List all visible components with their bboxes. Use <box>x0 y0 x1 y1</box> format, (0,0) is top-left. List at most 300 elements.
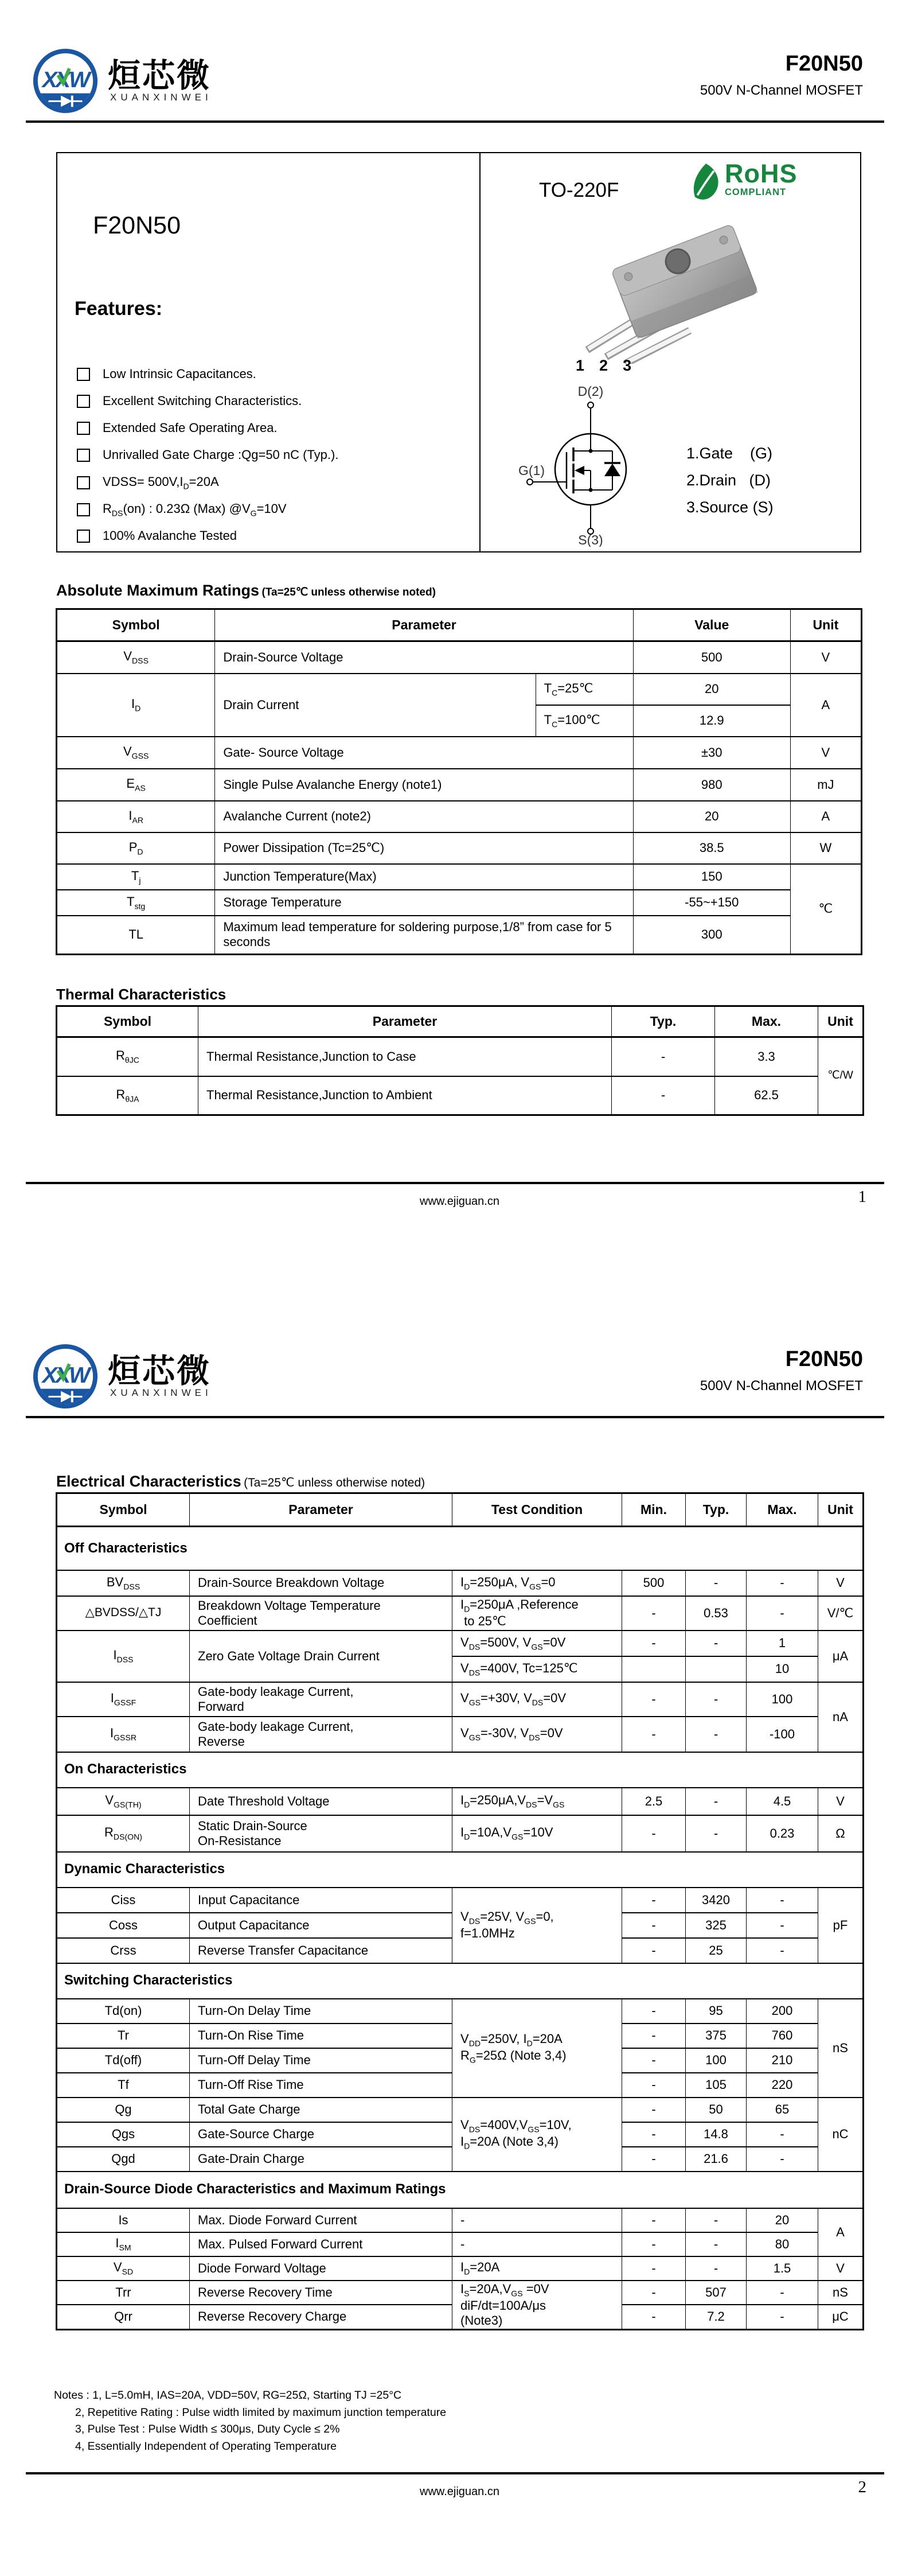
feature-item <box>77 367 256 382</box>
cell: nA <box>818 1682 864 1752</box>
header-rule <box>26 120 884 123</box>
feature-text: 100% Avalanche Tested <box>103 528 237 543</box>
cell: - <box>622 1717 686 1752</box>
cell: △BVDSS/△TJ <box>57 1596 190 1631</box>
electrical-characteristics-table <box>56 1492 864 2330</box>
feature-text: $R_{DS}(on)$ : 0.23Ω (Max) $@V_G=10V$ <box>103 501 287 518</box>
cell: Maximum lead temperature for soldering purpose,1/8” from case for 5 seconds <box>215 916 633 955</box>
cell: $V_{GS}=-30V$, $V_{DS}=0V$ <box>452 1717 622 1752</box>
cell: Gate-body leakage Current, Forward <box>190 1682 452 1717</box>
table-row <box>57 1888 864 1913</box>
part-number: F20N50 <box>785 52 863 76</box>
cell: Thermal Resistance,Junction to Case <box>198 1037 612 1076</box>
cell: $R_{\theta JA}$ <box>57 1076 198 1115</box>
cell: Max. Diode Forward Current <box>190 2208 452 2232</box>
cell: Reverse Recovery Charge <box>190 2305 452 2330</box>
table-row <box>57 2281 864 2305</box>
cell: $T_C=25℃$ <box>536 674 633 705</box>
cell: 62.5 <box>715 1076 818 1115</box>
table-header-row <box>57 1006 864 1037</box>
cell: - <box>622 2208 686 2232</box>
cell: Turn-Off Rise Time <box>190 2073 452 2098</box>
page-header <box>0 1343 910 1429</box>
cell: $R_{DS(ON)}$ <box>57 1815 190 1852</box>
cell: - <box>452 2232 622 2256</box>
cell: - <box>747 1938 818 1963</box>
section-row <box>57 1752 864 1788</box>
footer-rule <box>26 1182 884 1184</box>
table-row <box>57 1999 864 2024</box>
cell: nS <box>818 2281 864 2305</box>
feature-item <box>77 421 278 435</box>
thermal-heading <box>56 986 226 1003</box>
feature-item <box>77 528 237 543</box>
cell: - <box>622 1888 686 1913</box>
cell: $V_{DD}=250V$, $I_D=20A$ $R_G=25\Omega$ (Note 3,4) <box>452 1999 622 2098</box>
cell: - <box>686 1815 747 1852</box>
table-header-row <box>57 1493 864 1527</box>
table-row <box>57 1717 864 1752</box>
note-line: 4, Essentially Independent of Operating Temperature <box>75 2439 337 2453</box>
cell: 1 <box>747 1631 818 1656</box>
feature-text: Excellent Switching Characteristics. <box>103 394 302 408</box>
logo-monogram: XXW <box>42 1362 89 1388</box>
cell: 200 <box>747 1999 818 2024</box>
feature-item <box>77 474 219 491</box>
table-row <box>57 769 862 801</box>
col-header: Symbol <box>57 1006 198 1037</box>
cell: $R_{\theta JC}$ <box>57 1037 198 1076</box>
cell: 760 <box>747 2024 818 2048</box>
cell: $T_j$ <box>57 864 215 890</box>
cell: $T_C=100℃$ <box>536 705 633 737</box>
cell: 20 <box>633 801 790 832</box>
cell: 100 <box>686 2048 747 2073</box>
cell: - <box>747 2305 818 2330</box>
rohs-title: RoHS <box>725 159 798 188</box>
cell: Trr <box>57 2281 190 2305</box>
cell: - <box>622 1682 686 1717</box>
cell: Qgs <box>57 2122 190 2147</box>
cell: Date Threshold Voltage <box>190 1788 452 1815</box>
page-2 <box>0 1288 910 2576</box>
cell: Breakdown Voltage Temperature Coefficient <box>190 1596 452 1631</box>
cell: V <box>818 1788 864 1815</box>
table-header-row <box>57 609 862 641</box>
cell: $I_{GSSF}$ <box>57 1682 190 1717</box>
feature-text: VDSS= $500V,I_D=20A$ <box>103 474 219 491</box>
cell: $I_S=20A,V_{GS} =0V$ diF/dt=100A/μs (Note3) <box>452 2281 622 2330</box>
cell: 300 <box>633 916 790 955</box>
feature-item <box>77 394 302 408</box>
cell: $I_D=20A$ <box>452 2256 622 2281</box>
cell: 500 <box>622 1570 686 1596</box>
section-row <box>57 1963 864 1999</box>
checkbox-icon <box>77 422 90 435</box>
cell: - <box>747 1888 818 1913</box>
col-header: Parameter <box>215 609 633 641</box>
cell: Drain-Source Diode Characteristics and Maximum Ratings <box>57 2172 864 2208</box>
cell: $V_{DS}=25V$, $V_{GS}=0$, f=1.0MHz <box>452 1888 622 1963</box>
table-row <box>57 801 862 832</box>
cell: $I_{GSSR}$ <box>57 1717 190 1752</box>
cell: Gate-Source Charge <box>190 2122 452 2147</box>
cell: 50 <box>686 2098 747 2122</box>
cell: 12.9 <box>633 705 790 737</box>
cell: 1.5 <box>747 2256 818 2281</box>
cell: $V_{GS}=+30V$, $V_{DS}=0V$ <box>452 1682 622 1717</box>
cell: - <box>686 1682 747 1717</box>
cell: 4.5 <box>747 1788 818 1815</box>
cell: - <box>622 2098 686 2122</box>
cell: ℃/W <box>818 1037 864 1115</box>
brand-name-en: XUANXINWEI <box>110 92 212 103</box>
cell: On Characteristics <box>57 1752 864 1788</box>
cell: - <box>686 2208 747 2232</box>
logo-icon <box>32 1343 99 1410</box>
table-row <box>57 864 862 890</box>
cell: 100 <box>747 1682 818 1717</box>
cell: Output Capacitance <box>190 1913 452 1938</box>
cell: Drain-Source Voltage <box>215 641 633 674</box>
cell: μA <box>818 1631 864 1682</box>
cell: Thermal Resistance,Junction to Ambient <box>198 1076 612 1115</box>
section-row <box>57 1852 864 1888</box>
panel-divider <box>479 153 481 551</box>
cell: V <box>790 641 861 674</box>
cell: 980 <box>633 769 790 801</box>
cell: $V_{DS}=400V,V_{GS}=10V$, $I_D=20A$ (Note 3,4) <box>452 2098 622 2172</box>
table-row <box>57 1076 864 1115</box>
cell: Ω <box>818 1815 864 1852</box>
col-header: Max. <box>747 1493 818 1527</box>
cell: - <box>747 1596 818 1631</box>
table-row <box>57 641 862 674</box>
pin-legend-item: 2.Drain (D) <box>686 472 771 489</box>
note-line: 3, Pulse Test : Pulse Width ≤ 300μs, Duty Cycle ≤ 2% <box>75 2423 340 2435</box>
section-row <box>57 2172 864 2208</box>
col-header: Unit <box>818 1006 864 1037</box>
cell: - <box>686 1631 747 1656</box>
cell: $P_D$ <box>57 832 215 864</box>
cell: Qrr <box>57 2305 190 2330</box>
cell: $I_{AR}$ <box>57 801 215 832</box>
cell <box>622 1656 686 1682</box>
page-header <box>0 47 910 133</box>
cell: - <box>622 2122 686 2147</box>
col-header: Max. <box>715 1006 818 1037</box>
pin-legend-item: 3.Source (S) <box>686 499 774 516</box>
footer-rule <box>26 2472 884 2474</box>
cell: Td(off) <box>57 2048 190 2073</box>
rohs-leaf-icon <box>689 162 720 203</box>
cell: - <box>747 1570 818 1596</box>
feature-item <box>77 501 287 517</box>
col-header: Symbol <box>57 1493 190 1527</box>
section-row <box>57 1527 864 1570</box>
cell: - <box>747 2147 818 2172</box>
table-row <box>57 737 862 769</box>
part-number: F20N50 <box>785 1347 863 1371</box>
col-header: Value <box>633 609 790 641</box>
pin-legend-item: 1.Gate (G) <box>686 445 773 462</box>
cell <box>686 1656 747 1682</box>
table-row <box>57 890 862 916</box>
abs-max-heading <box>56 582 436 600</box>
cell: Input Capacitance <box>190 1888 452 1913</box>
part-subtitle: 500V N-Channel MOSFET <box>700 83 863 98</box>
cell: $BV_{DSS}$ <box>57 1570 190 1596</box>
cell: Coss <box>57 1913 190 1938</box>
cell: ±30 <box>633 737 790 769</box>
overview-box <box>56 152 861 552</box>
cell: - <box>747 2122 818 2147</box>
col-header: Typ. <box>612 1006 715 1037</box>
col-header: Test Condition <box>452 1493 622 1527</box>
table-row <box>57 674 862 705</box>
cell: - <box>612 1076 715 1115</box>
cell: mJ <box>790 769 861 801</box>
cell: Reverse Transfer Capacitance <box>190 1938 452 1963</box>
cell: $V_{GS(TH)}$ <box>57 1788 190 1815</box>
cell: pF <box>818 1888 864 1963</box>
col-header: Unit <box>818 1493 864 1527</box>
cell: Avalanche Current (note2) <box>215 801 633 832</box>
package-image <box>534 213 781 364</box>
cell: Switching Characteristics <box>57 1963 864 1999</box>
cell: $V_{GSS}$ <box>57 737 215 769</box>
cell: - <box>622 2048 686 2073</box>
cell: 507 <box>686 2281 747 2305</box>
footer-page-number: 1 <box>858 1188 866 1206</box>
table-row <box>57 2256 864 2281</box>
cell: μC <box>818 2305 864 2330</box>
cell: W <box>790 832 861 864</box>
cell: $I_D=250\mu A$, $V_{GS}=0$ <box>452 1570 622 1596</box>
cell: 7.2 <box>686 2305 747 2330</box>
cell: 3420 <box>686 1888 747 1913</box>
schematic-source-label: S(3) <box>578 532 603 547</box>
cell: - <box>747 1913 818 1938</box>
cell: V <box>818 2256 864 2281</box>
col-header: Unit <box>790 609 861 641</box>
cell: Gate-body leakage Current, Reverse <box>190 1717 452 1752</box>
pin-number: 1 <box>576 357 585 374</box>
cell: Turn-Off Delay Time <box>190 2048 452 2073</box>
features-heading: Features: <box>75 298 163 320</box>
cell: $I_{DSS}$ <box>57 1631 190 1682</box>
cell: $I_D$ <box>57 674 215 737</box>
checkbox-icon <box>77 368 90 381</box>
cell: A <box>818 2208 864 2256</box>
cell: Qgd <box>57 2147 190 2172</box>
cell: $I_D=250\mu A,V_{DS}=V_{GS}$ <box>452 1788 622 1815</box>
cell: Zero Gate Voltage Drain Current <box>190 1631 452 1682</box>
cell: Crss <box>57 1938 190 1963</box>
cell: Turn-On Rise Time <box>190 2024 452 2048</box>
cell: 95 <box>686 1999 747 2024</box>
elec-heading <box>56 1473 425 1491</box>
cell: Storage Temperature <box>215 890 633 916</box>
rohs-subtitle: COMPLIANT <box>725 187 787 197</box>
cell: 500 <box>633 641 790 674</box>
cell: Max. Pulsed Forward Current <box>190 2232 452 2256</box>
cell: Off Characteristics <box>57 1527 864 1570</box>
cell: Power Dissipation (Tc=25℃) <box>215 832 633 864</box>
table-row <box>57 1596 864 1631</box>
cell: - <box>686 1788 747 1815</box>
feature-text: Extended Safe Operating Area. <box>103 421 278 435</box>
table-row <box>57 1682 864 1717</box>
checkbox-icon <box>77 530 90 543</box>
cell: - <box>686 1570 747 1596</box>
note-line: Notes : 1, L=5.0mH, IAS=20A, VDD=50V, RG=25Ω, Starting TJ =25°C <box>54 2389 402 2402</box>
cell: - <box>622 1938 686 1963</box>
cell: - <box>622 1913 686 1938</box>
feature-text: Low Intrinsic Capacitances. <box>103 367 256 381</box>
cell: Total Gate Charge <box>190 2098 452 2122</box>
rohs-badge <box>689 159 798 203</box>
logo-monogram: XXW <box>42 67 89 92</box>
table-row <box>57 1788 864 1815</box>
cell: 21.6 <box>686 2147 747 2172</box>
footer-page-number: 2 <box>858 2478 866 2496</box>
cell: 0.53 <box>686 1596 747 1631</box>
cell: Tf <box>57 2073 190 2098</box>
col-header: Typ. <box>686 1493 747 1527</box>
cell: Dynamic Characteristics <box>57 1852 864 1888</box>
col-header: Symbol <box>57 609 215 641</box>
cell: - <box>622 1999 686 2024</box>
part-subtitle: 500V N-Channel MOSFET <box>700 1378 863 1394</box>
cell: - <box>622 1815 686 1852</box>
checkbox-icon <box>77 476 90 489</box>
col-header: Parameter <box>190 1493 452 1527</box>
cell: V <box>818 1570 864 1596</box>
section-title: Thermal Characteristics <box>56 986 226 1003</box>
cell: 105 <box>686 2073 747 2098</box>
schematic-drain-label: D(2) <box>577 384 604 399</box>
brand-name-cn: 烜芯微 <box>108 57 211 94</box>
col-header: Min. <box>622 1493 686 1527</box>
thermal-table <box>56 1005 864 1116</box>
cell: 3.3 <box>715 1037 818 1076</box>
cell: 150 <box>633 864 790 890</box>
cell: $V_{DSS}$ <box>57 641 215 674</box>
header-rule <box>26 1416 884 1418</box>
cell: $I_D=10A,V_{GS}=10V$ <box>452 1815 622 1852</box>
checkbox-icon <box>77 395 90 408</box>
cell: - <box>686 1717 747 1752</box>
cell: V/℃ <box>818 1596 864 1631</box>
note-line: 2, Repetitive Rating : Pulse width limited by maximum junction temperature <box>75 2406 447 2419</box>
cell: 220 <box>747 2073 818 2098</box>
cell: - <box>612 1037 715 1076</box>
feature-text: Unrivalled Gate Charge :Qg=50 nC (Typ.). <box>103 448 339 462</box>
cell: - <box>622 2073 686 2098</box>
cell: Reverse Recovery Time <box>190 2281 452 2305</box>
cell: -100 <box>747 1717 818 1752</box>
cell: Is <box>57 2208 190 2232</box>
product-title: F20N50 <box>93 212 181 239</box>
cell: - <box>452 2208 622 2232</box>
cell: 80 <box>747 2232 818 2256</box>
cell: - <box>686 2256 747 2281</box>
footer-site: www.ejiguan.cn <box>420 1195 499 1208</box>
cell: Qg <box>57 2098 190 2122</box>
cell: A <box>790 674 861 737</box>
cell: 65 <box>747 2098 818 2122</box>
section-subtitle: (Ta=25℃ unless otherwise noted) <box>261 586 436 598</box>
cell: nC <box>818 2098 864 2172</box>
cell: $V_{SD}$ <box>57 2256 190 2281</box>
col-header: Parameter <box>198 1006 612 1037</box>
pin-numbers <box>576 357 631 375</box>
table-row <box>57 2208 864 2232</box>
table-row <box>57 1037 864 1076</box>
cell: - <box>686 2232 747 2256</box>
package-name: TO-220F <box>539 179 619 201</box>
mosfet-symbol <box>517 383 661 547</box>
cell: 25 <box>686 1938 747 1963</box>
cell: Gate- Source Voltage <box>215 737 633 769</box>
notes-block <box>54 2387 446 2455</box>
pin-number: 3 <box>623 357 632 374</box>
cell: - <box>622 1596 686 1631</box>
cell: TL <box>57 916 215 955</box>
cell: -55~+150 <box>633 890 790 916</box>
table-row <box>57 1570 864 1596</box>
cell: 325 <box>686 1913 747 1938</box>
table-row <box>57 1631 864 1656</box>
cell: Gate-Drain Charge <box>190 2147 452 2172</box>
cell: A <box>790 801 861 832</box>
cell: - <box>622 2232 686 2256</box>
cell: nS <box>818 1999 864 2098</box>
table-row <box>57 916 862 955</box>
table-row <box>57 832 862 864</box>
table-row <box>57 1815 864 1852</box>
cell: ℃ <box>790 864 861 955</box>
abs-max-table <box>56 608 862 955</box>
cell: 20 <box>747 2208 818 2232</box>
cell: 375 <box>686 2024 747 2048</box>
cell: V <box>790 737 861 769</box>
logo-icon <box>32 47 99 115</box>
cell: $E_{AS}$ <box>57 769 215 801</box>
cell: Drain Current <box>215 674 536 737</box>
pin-number: 2 <box>599 357 608 374</box>
cell: Single Pulse Avalanche Energy (note1) <box>215 769 633 801</box>
checkbox-icon <box>77 503 90 516</box>
cell: 10 <box>747 1656 818 1682</box>
cell: Drain-Source Breakdown Voltage <box>190 1570 452 1596</box>
section-title: Electrical Characteristics <box>56 1473 241 1490</box>
cell: $I_{SM}$ <box>57 2232 190 2256</box>
section-title: Absolute Maximum Ratings <box>56 582 260 599</box>
cell: - <box>747 2281 818 2305</box>
checkbox-icon <box>77 449 90 462</box>
cell: - <box>622 1631 686 1656</box>
section-subtitle: (Ta=25℃ unless otherwise noted) <box>244 1476 425 1489</box>
cell: $V_{DS}=500V$, $V_{GS}=0V$ <box>452 1631 622 1656</box>
cell: $V_{DS}=400V$, Tc=125℃ <box>452 1656 622 1682</box>
cell: $T_{stg}$ <box>57 890 215 916</box>
brand-name-cn: 烜芯微 <box>108 1353 211 1390</box>
feature-item <box>77 448 338 462</box>
cell: 14.8 <box>686 2122 747 2147</box>
cell: Static Drain-Source On-Resistance <box>190 1815 452 1852</box>
